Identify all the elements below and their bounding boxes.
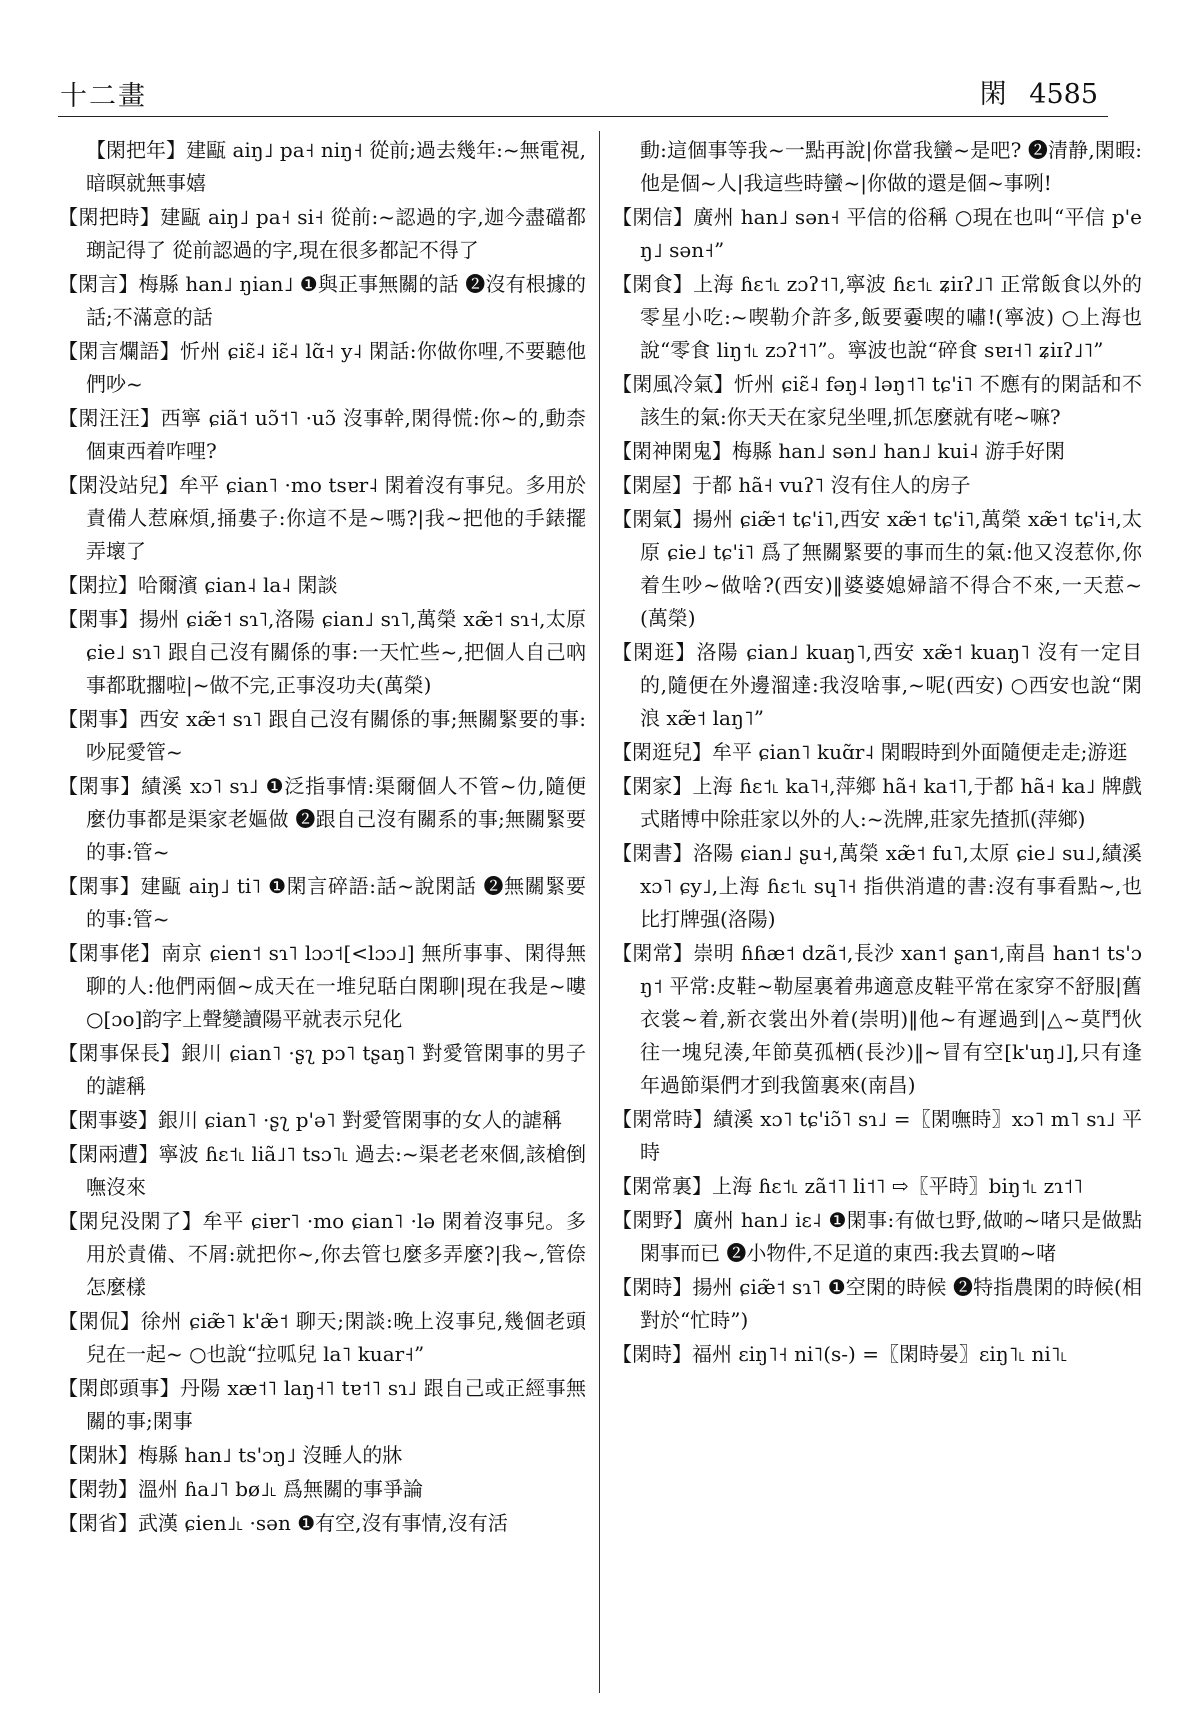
dictionary-entry: 【閑書】洛陽 ɕian˩ ʂu˧,萬榮 xæ̃˦ fu˥,太原 ɕie˩ su˩,績溪 xɔ˥ ɕy˩,上海 ɦɛ˦˪ sɥ˥˧ 指供消遣的書:沒有事看點~,也比打牌强(洛陽) xyxy=(612,841,1142,931)
dictionary-entry: 【閑把年】建甌 aiŋ˩ pa˧ niŋ˧ 從前;過去幾年:~無電視,暗暝就無事嬉 xyxy=(86,138,586,195)
dictionary-entry: 【閑汪汪】西寧 ɕiã˦ uɔ̃˦˥ ·uɔ̃ 沒事幹,閑得慌:你~的,動柰個東西着咋哩? xyxy=(58,406,586,463)
dictionary-entry: 【閑郎頭事】丹陽 xæ˦˥ laŋ˧˥ tɐ˦˥ sɿ˩ 跟自己或正經事無關的事;閑事 xyxy=(58,1376,586,1433)
dictionary-entry: 【閑言爛語】忻州 ɕiɛ̃˨ iɛ̃˨ lɑ̃˧ y˨ 閑話:你做你哩,不要聽他們吵~ xyxy=(58,339,586,396)
dictionary-entry: 【閑兩遭】寧波 ɦɛ˦˪ liã˩˥ tsɔ˥˪ 過去:~渠老老來個,該槍倒嘸沒來 xyxy=(58,1142,586,1199)
dictionary-entry: 【閑事】績溪 xɔ˥ sɿ˩ ❶泛指事情:渠爾個人不管~仂,隨便麼仂事都是渠家老嫗做 ❷跟自己沒有關系的事;無關緊要的事:管~ xyxy=(58,774,586,864)
dictionary-entry: 【閑信】廣州 han˩ sən˧ 平信的俗稱 ○現在也叫“平信 p'eŋ˩ sən˧” xyxy=(612,205,1142,262)
dictionary-entry: 【閑時】揚州 ɕiæ̃˦ sɿ˥ ❶空閑的時候 ❷特指農閑的時候(相對於“忙時”) xyxy=(612,1275,1142,1332)
dictionary-entry: 【閑逛兒】牟平 ɕian˥ kuɑ̃r˨ 閑暇時到外面隨便走走;游逛 xyxy=(612,740,1128,764)
dictionary-entry: 【閑省】武漢 ɕien˩˪ ·sən ❶有空,沒有事情,沒有活 xyxy=(58,1511,508,1535)
dictionary-entry: 【閑神閑鬼】梅縣 han˩ sən˩ han˩ kui˨ 游手好閑 xyxy=(612,439,1065,463)
dictionary-entry: 【閑常】崇明 ɦɦæ˦ dzã˦,長沙 xan˦ ʂan˦,南昌 han˦ ts'ɔŋ˦ 平常:皮鞋~勒屋裏着弗適意皮鞋平常在家穿不舒服|舊衣裳~着,新衣裳出外着(崇明)‖他~有遲過到|△~莫鬥伙往一塊兒湊,年節莫孤栖(長沙)‖~冒有空[k'uŋ˩],只有逢年過節渠們才到我箇裏來(南昌) xyxy=(612,941,1142,1097)
dictionary-entry: 【閑事】西安 xæ̃˦ sɿ˥ 跟自己沒有關係的事;無關緊要的事:吵屁愛管~ xyxy=(58,707,586,764)
dictionary-entry: 【閑事】建甌 aiŋ˩ ti˥ ❶閑言碎語:話~說閑話 ❷無關緊要的事:管~ xyxy=(58,874,586,931)
dictionary-entry: 【閑勃】溫州 ɦa˩˥ bø˩˪ 爲無關的事爭論 xyxy=(58,1477,423,1501)
dictionary-entry: 【閑侃】徐州 ɕiæ̃˥ k'æ̃˦ 聊天;閑談:晚上沒事兒,幾個老頭兒在一起~ ○也說“拉呱兒 la˥ kuar˧” xyxy=(58,1309,586,1366)
dictionary-entry: 【閑氣】揚州 ɕiæ̃˦ tɕ'i˥,西安 xæ̃˦ tɕ'i˥,萬榮 xæ̃˦ tɕ'i˧,太原 ɕie˩ tɕ'i˥ 爲了無關緊要的事而生的氣:他又沒惹你,你着生吵~做啥?(西安)‖婆婆媳婦諳不得合不來,一天惹~(萬榮) xyxy=(612,507,1142,630)
dictionary-entry: 【閑拉】哈爾濱 ɕian˨ la˨ 閑談 xyxy=(58,573,338,597)
dictionary-entry: 【閑事】揚州 ɕiæ̃˦ sɿ˥,洛陽 ɕian˩ sɿ˥,萬榮 xæ̃˦ sɿ˧,太原 ɕie˩ sɿ˥ 跟自己沒有關係的事:一天忙些~,把個人自己吶事都耽擱啦|~做不完,正事沒功夫(萬榮) xyxy=(58,607,586,697)
section-heading: 十二畫 xyxy=(60,81,147,112)
dictionary-entry: 【閑風冷氣】忻州 ɕiɛ̃˨ fəŋ˨ ləŋ˦˥ tɕ'i˥ 不應有的閑話和不該生的氣:你天天在家兒坐哩,抓怎麼就有咾~嘛? xyxy=(612,372,1142,429)
header-rule xyxy=(58,116,1108,117)
dictionary-entry: 【閑牀】梅縣 han˩ ts'ɔŋ˩ 沒睡人的牀 xyxy=(58,1443,403,1467)
dictionary-entry: 【閑食】上海 ɦɛ˦˪ zɔʔ˦˥,寧波 ɦɛ˦˪ ʑiɪʔ˩˥ 正常飯食以外的零星小吃:~喫勒介許多,飯要嫑喫的嘯!(寧波) ○上海也說“零食 liŋ˦˪ zɔʔ˦˥”。寧波也說“碎食 sɐɪ˧˥ ʑiɪʔ˩˥” xyxy=(612,272,1142,362)
dictionary-entry: 【閑常時】績溪 xɔ˥ tɕ'iɔ̃˥ sɿ˩ =〖閑嘸時〗xɔ˥ m˥ sɿ˩ 平時 xyxy=(612,1107,1142,1164)
dictionary-entry: 【閑事保長】銀川 ɕian˥ ·ʂʅ pɔ˥ tʂaŋ˥ 對愛管閑事的男子的謔稱 xyxy=(58,1041,586,1098)
dictionary-entry: 【閑屋】于都 hã˧ vuʔ˥ 沒有住人的房子 xyxy=(612,473,971,497)
dictionary-entry: 【閑事婆】銀川 ɕian˥ ·ʂʅ p'ə˥ 對愛管閑事的女人的謔稱 xyxy=(58,1108,563,1132)
dictionary-entry: 【閑時】福州 ɛiŋ˥˧ ni˥(s-) =〖閑時晏〗ɛiŋ˥˪ ni˥˪ xyxy=(612,1342,1068,1366)
page-number: 4585 xyxy=(1029,79,1098,110)
dictionary-entry: 【閑把時】建甌 aiŋ˩ pa˧ si˧ 從前:~認過的字,迦今盡礑都𤨡記得了 從前認過的字,現在很多都記不得了 xyxy=(58,205,586,262)
dictionary-entry: 【閑兒没閑了】牟平 ɕiɐr˥ ·mo ɕian˥ ·lə 閑着沒事兒。多用於責備、不屑:就把你~,你去管乜麼多弄麼?|我~,管倷怎麼樣 xyxy=(58,1209,586,1299)
dictionary-entry: 【閑野】廣州 han˩ iɛ˨ ❶閑事:有做乜野,做啲~啫只是做點閑事而已 ❷小物件,不足道的東西:我去買啲~啫 xyxy=(612,1208,1142,1265)
dictionary-entry: 【閑没站兒】牟平 ɕian˥ ·mo tsɐr˨ 閑着沒有事兒。多用於責備人惹麻煩,捅婁子:你這不是~嗎?|我~把他的手錶擺弄壞了 xyxy=(58,473,586,563)
right-column xyxy=(612,134,1142,1704)
column-divider xyxy=(599,131,600,1693)
left-column xyxy=(58,134,586,1704)
dictionary-entry-continued: 動:這個事等我~一點再說|你當我蠻~是吧? ❷清静,閑暇:他是個~人|我這些時蠻~|你做的還是個~事咧! xyxy=(640,138,1142,195)
dictionary-entry: 【閑常裏】上海 ɦɛ˦˪ zã˦˥ li˦˥ ⇨〖平時〗biŋ˦˪ zɿ˦˥ xyxy=(612,1174,1083,1198)
dictionary-entry: 【閑家】上海 ɦɛ˦˪ ka˥˧,萍鄉 hã˧ ka˦˥,于都 hã˧ ka˩ 牌戲式賭博中除莊家以外的人:~洗牌,莊家先揸抓(萍鄉) xyxy=(612,774,1142,831)
dictionary-entry: 【閑事佬】南京 ɕien˦ sɿ˥ lɔɔ˦[<lɔɔ˩] 無所事事、閑得無聊的人:他們兩個~成天在一堆兒聒白閑聊|現在我是~嘍 ○[ɔo]韵字上聲變讀陽平就表示兒化 xyxy=(58,941,586,1031)
head-character: 閑 xyxy=(979,79,1007,110)
dictionary-entry: 【閑言】梅縣 han˩ ŋian˩ ❶與正事無關的話 ❷沒有根據的話;不滿意的話 xyxy=(58,272,586,329)
running-head xyxy=(980,72,1098,111)
dictionary-entry: 【閑逛】洛陽 ɕian˩ kuaŋ˥,西安 xæ̃˦ kuaŋ˥ 沒有一定目的,隨便在外邊溜達:我沒啥事,~呢(西安) ○西安也說“閑浪 xæ̃˦ laŋ˥” xyxy=(612,640,1142,730)
